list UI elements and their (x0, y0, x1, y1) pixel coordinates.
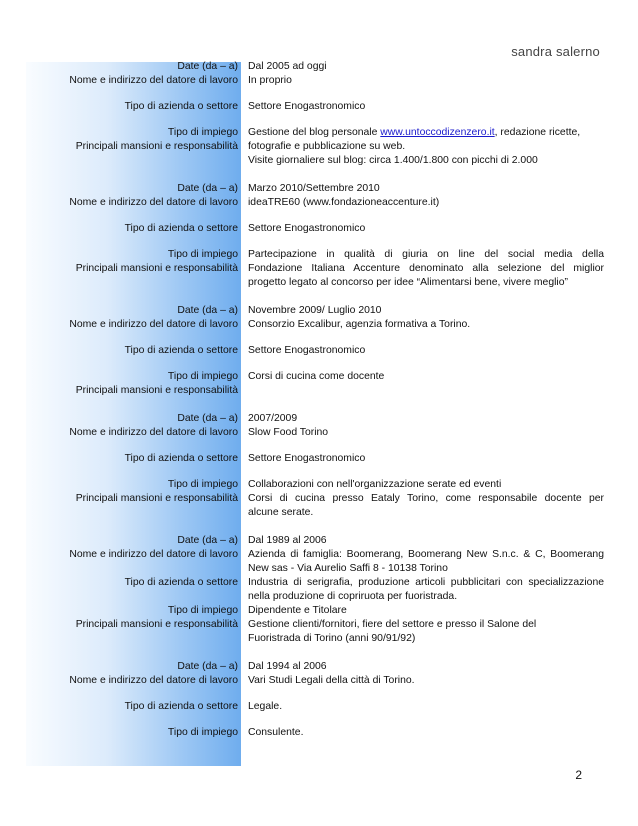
blog-link[interactable]: www.untoccodizenzero.it (380, 127, 495, 138)
value-date: Dal 2005 ad oggi (248, 61, 327, 72)
value-sector (248, 576, 604, 604)
value-employer: Vari Studi Legali della città di Torino. (248, 675, 415, 686)
value-sector: Settore Enogastronomico (248, 345, 366, 356)
label-job-type: Tipo di impiego (167, 127, 238, 138)
label-date: Date (da – a) (177, 535, 238, 546)
label-duties: Principali mansioni e responsabilità (75, 141, 238, 152)
value-job-type: Consulente. (248, 727, 304, 738)
label-job-type: Tipo di impiego (167, 605, 238, 616)
label-job-type: Tipo di impiego (167, 371, 238, 382)
value-sector: Legale. (248, 701, 283, 712)
value-job-text: , redazione ricette, (494, 127, 581, 138)
experience-entry (26, 534, 606, 646)
value-job-line: Corsi di cucina come docente (248, 371, 385, 382)
value-job-line: progetto legato al concorso per idee “Alimentarsi bene, vivere meglio” (248, 277, 568, 288)
label-duties: Principali mansioni e responsabilità (75, 263, 238, 274)
label-duties: Principali mansioni e responsabilità (75, 493, 238, 504)
experience-entry (26, 60, 606, 168)
label-duties: Principali mansioni e responsabilità (75, 619, 238, 630)
value-employer-line: New sas - Via Aurelio Saffi 8 - 10138 Torino (248, 563, 448, 574)
value-duties-line: Gestione clienti/fornitori, fiere del settore e presso il Salone del (248, 619, 537, 630)
label-job-type: Tipo di impiego (167, 727, 238, 738)
value-job-line: alcune serate. (248, 507, 314, 518)
value-job (248, 248, 604, 290)
label-date: Date (da – a) (177, 305, 238, 316)
label-sector: Tipo di azienda o settore (124, 577, 238, 588)
experience-entry (26, 304, 606, 398)
value-sector-line: Industria di serigrafia, produzione articoli pubblicitari con specializzazione (248, 577, 604, 588)
value-job (248, 126, 604, 168)
value-employer: Slow Food Torino (248, 427, 329, 438)
value-duties (248, 618, 604, 646)
value-job-line: Collaborazioni con nell'organizzazione serate ed eventi (248, 479, 502, 490)
value-employer: ideaTRE60 (www.fondazioneaccenture.it) (248, 197, 440, 208)
label-date: Date (da – a) (177, 413, 238, 424)
label-sector: Tipo di azienda o settore (124, 223, 238, 234)
experience-entry (26, 182, 606, 290)
label-date: Date (da – a) (177, 183, 238, 194)
value-date: Dal 1994 al 2006 (248, 661, 327, 672)
label-employer: Nome e indirizzo del datore di lavoro (69, 319, 238, 330)
label-employer: Nome e indirizzo del datore di lavoro (69, 675, 238, 686)
value-job-type: Dipendente e Titolare (248, 605, 347, 616)
value-date: Novembre 2009/ Luglio 2010 (248, 305, 382, 316)
value-sector: Settore Enogastronomico (248, 101, 366, 112)
value-job-line: Partecipazione in qualità di giuria on line del social media della (248, 249, 604, 260)
value-job (248, 370, 604, 384)
label-sector: Tipo di azienda o settore (124, 101, 238, 112)
experience-entry (26, 660, 606, 740)
value-employer (248, 548, 604, 576)
value-employer-line: Azienda di famiglia: Boomerang, Boomerang New S.n.c. & C, Boomerang (248, 549, 604, 560)
value-date: Dal 1989 al 2006 (248, 535, 327, 546)
value-job-text: Gestione del blog personale (248, 127, 381, 138)
label-sector: Tipo di azienda o settore (124, 453, 238, 464)
value-date: 2007/2009 (248, 413, 298, 424)
value-employer: Consorzio Excalibur, agenzia formativa a Torino. (248, 319, 471, 330)
label-sector: Tipo di azienda o settore (124, 701, 238, 712)
value-job-line: Corsi di cucina presso Eataly Torino, come responsabile docente per (248, 493, 604, 504)
value-employer: In proprio (248, 75, 292, 86)
label-employer: Nome e indirizzo del datore di lavoro (69, 197, 238, 208)
value-job (248, 478, 604, 520)
page-number: 2 (575, 768, 582, 782)
value-job-line: fotografie e pubblicazione su web. (248, 141, 406, 152)
label-duties: Principali mansioni e responsabilità (75, 385, 238, 396)
label-job-type: Tipo di impiego (167, 479, 238, 490)
label-employer: Nome e indirizzo del datore di lavoro (69, 75, 238, 86)
label-employer: Nome e indirizzo del datore di lavoro (69, 549, 238, 560)
experience-entry (26, 412, 606, 520)
page-header-name: sandra salerno (511, 44, 600, 59)
cv-experience-section (26, 60, 606, 751)
label-sector: Tipo di azienda o settore (124, 345, 238, 356)
value-job-line: Visite giornaliere sul blog: circa 1.400/1.800 con picchi di 2.000 (248, 155, 538, 166)
value-date: Marzo 2010/Settembre 2010 (248, 183, 380, 194)
label-employer: Nome e indirizzo del datore di lavoro (69, 427, 238, 438)
label-date: Date (da – a) (177, 61, 238, 72)
value-duties-line: Fuoristrada di Torino (anni 90/91/92) (248, 633, 416, 644)
value-job-line: Fondazione Italiana Accenture denominato alla selezione del miglior (248, 263, 604, 274)
label-job-type: Tipo di impiego (167, 249, 238, 260)
value-sector: Settore Enogastronomico (248, 453, 366, 464)
label-date: Date (da – a) (177, 661, 238, 672)
value-sector: Settore Enogastronomico (248, 223, 366, 234)
value-sector-line: nella produzione di copriruota per fuoristrada. (248, 591, 458, 602)
